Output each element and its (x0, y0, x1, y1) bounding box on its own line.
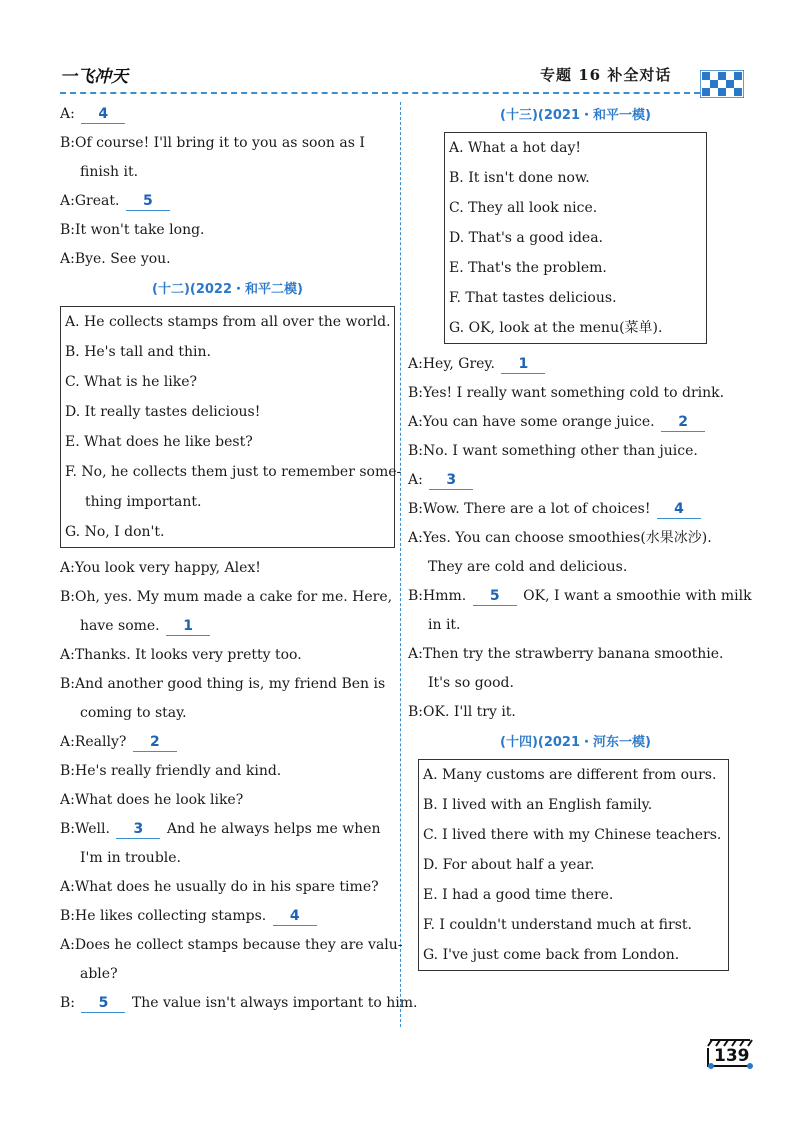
right-column (408, 100, 752, 977)
dialogue-line (60, 931, 403, 960)
line-text: You look very happy, Alex! (74, 560, 261, 576)
option-item: C. They all look nice. (449, 200, 598, 216)
speaker-label: A: (408, 414, 423, 430)
line-text: Hmm. (423, 588, 467, 604)
dialogue-line (60, 902, 395, 931)
dialogue-line (408, 495, 743, 524)
dialogue-continuation (60, 100, 395, 274)
line-text-after: OK, I want a smoothie with milk (523, 588, 752, 604)
line-text: It's so good. (428, 675, 514, 691)
answer-blank: 1 (501, 355, 545, 374)
line-text: It won't take long. (75, 222, 205, 238)
answer-blank: 3 (116, 820, 160, 839)
dialogue-line (60, 245, 395, 274)
dialogue-line (60, 844, 395, 873)
line-text: able? (80, 966, 118, 982)
dialogue-line (60, 989, 418, 1018)
answer-blank: 4 (273, 907, 317, 926)
dialogue-12 (60, 554, 418, 1018)
answer-blank: 3 (429, 471, 473, 490)
option-item: C. What is he like? (65, 374, 198, 390)
line-text: have some. (80, 618, 160, 634)
dialogue-line (60, 757, 395, 786)
dialogue-line (408, 466, 743, 495)
speaker-label: A: (60, 792, 75, 808)
speaker-label: B: (408, 501, 424, 517)
dialogue-line (408, 524, 743, 553)
line-text: He likes collecting stamps. (75, 908, 267, 924)
option-item: D. That's a good idea. (449, 230, 603, 246)
line-text: Really? (74, 734, 127, 750)
options-box-14 (418, 759, 729, 971)
speaker-label: B: (408, 385, 424, 401)
answer-blank: 5 (473, 587, 517, 606)
line-text-after: The value isn't always important to him. (131, 995, 418, 1011)
answer-blank: 1 (166, 617, 210, 636)
option-item: B. He's tall and thin. (65, 344, 211, 360)
speaker-label: A: (60, 734, 75, 750)
line-text: And another good thing is, my friend Ben is (75, 676, 386, 692)
line-text: Oh, yes. My mum made a cake for me. Here, (75, 589, 393, 605)
option-item: thing important. (85, 494, 202, 510)
option-item: A. Many customs are different from ours. (423, 767, 717, 783)
option-item: C. I lived there with my Chinese teachers. (423, 827, 722, 843)
option-item: F. I couldn't understand much at first. (423, 917, 692, 933)
answer-blank: 5 (126, 192, 170, 211)
speaker-label: B: (60, 676, 76, 692)
dialogue-line (60, 612, 395, 641)
topic-title: 专题 16 补全对话 (540, 66, 672, 84)
speaker-label: A: (60, 560, 75, 576)
dialogue-line (60, 100, 395, 129)
speaker-label: A: (408, 472, 423, 488)
option-item: E. What does he like best? (65, 434, 253, 450)
dialogue-line (408, 640, 743, 669)
option-item: G. No, I don't. (65, 524, 165, 540)
line-text: Well. (75, 821, 110, 837)
dialogue-line (408, 408, 743, 437)
speaker-label: A: (60, 106, 75, 122)
speaker-label: B: (60, 821, 76, 837)
line-text: They are cold and delicious. (428, 559, 628, 575)
dialogue-line (60, 583, 395, 612)
option-item: A. He collects stamps from all over the world. (65, 314, 391, 330)
line-text: No. I want something other than juice. (423, 443, 698, 459)
line-text: Does he collect stamps because they are valu- (74, 937, 403, 953)
answer-blank: 4 (657, 500, 701, 519)
option-item: E. I had a good time there. (423, 887, 614, 903)
dialogue-line (408, 553, 743, 582)
speaker-label: B: (60, 995, 76, 1011)
dialogue-line (60, 187, 395, 216)
option-item: F. No, he collects them just to remember some- (65, 464, 402, 480)
line-text: Of course! I'll bring it to you as soon as I (75, 135, 365, 151)
page-header (0, 0, 800, 100)
dialogue-line (60, 699, 395, 728)
dialogue-line (60, 960, 395, 989)
dialogue-line (408, 611, 743, 640)
answer-blank: 4 (81, 105, 125, 124)
line-text: You can have some orange juice. (422, 414, 655, 430)
line-text: Yes. You can choose smoothies(水果冰沙). (422, 530, 712, 546)
speaker-label: B: (408, 443, 424, 459)
options-box-12 (60, 306, 402, 548)
left-column (60, 100, 418, 1018)
line-text: Yes! I really want something cold to drink. (423, 385, 725, 401)
speaker-label: B: (60, 908, 76, 924)
line-text: Then try the strawberry banana smoothie. (422, 646, 724, 662)
speaker-label: B: (60, 763, 76, 779)
option-item: G. I've just come back from London. (423, 947, 680, 963)
dialogue-line (408, 350, 743, 379)
dialogue-line (60, 786, 395, 815)
dialogue-13 (408, 350, 752, 727)
page-number-badge (706, 1036, 754, 1070)
option-item: A. What a hot day! (449, 140, 582, 156)
answer-blank: 2 (133, 733, 177, 752)
option-item: D. For about half a year. (423, 857, 595, 873)
line-text: Hey, Grey. (422, 356, 495, 372)
answer-blank: 5 (81, 994, 125, 1013)
option-item: B. I lived with an English family. (423, 797, 653, 813)
line-text: I'm in trouble. (80, 850, 181, 866)
speaker-label: A: (60, 879, 75, 895)
header-rule (60, 92, 700, 94)
answer-blank: 2 (661, 413, 705, 432)
line-text-after: And he always helps me when (166, 821, 381, 837)
speaker-label: A: (408, 646, 423, 662)
option-item: G. OK, look at the menu(菜单). (449, 320, 663, 336)
line-text: Wow. There are a lot of choices! (423, 501, 651, 517)
speaker-label: A: (60, 251, 75, 267)
line-text: coming to stay. (80, 705, 187, 721)
dialogue-line (60, 873, 395, 902)
dialogue-line (60, 641, 395, 670)
dialogue-line (60, 554, 395, 583)
line-text: in it. (428, 617, 461, 633)
line-text: He's really friendly and kind. (75, 763, 282, 779)
speaker-label: B: (60, 589, 76, 605)
dialogue-line (60, 670, 395, 699)
option-item: B. It isn't done now. (449, 170, 590, 186)
speaker-label: B: (60, 135, 76, 151)
option-item: E. That's the problem. (449, 260, 607, 276)
speaker-label: A: (408, 356, 423, 372)
section-13-title: (十三)(2021・和平一模) (500, 108, 651, 123)
dialogue-line (408, 669, 743, 698)
speaker-label: A: (408, 530, 423, 546)
dialogue-line (60, 815, 395, 844)
section-14-title: (十四)(2021・河东一模) (500, 735, 651, 750)
dialogue-line (408, 437, 743, 466)
dialogue-line (60, 129, 395, 158)
option-item: D. It really tastes delicious! (65, 404, 261, 420)
dialogue-line (408, 582, 752, 611)
dialogue-line (408, 698, 743, 727)
speaker-label: A: (60, 193, 75, 209)
options-box-13 (444, 132, 707, 344)
dialogue-line (408, 379, 743, 408)
speaker-label: A: (60, 937, 75, 953)
line-text: OK. I'll try it. (423, 704, 516, 720)
dialogue-line (60, 728, 395, 757)
line-text: Great. (74, 193, 120, 209)
line-text: Thanks. It looks very pretty too. (74, 647, 302, 663)
speaker-label: B: (408, 588, 424, 604)
dialogue-line (60, 158, 395, 187)
line-text: What does he usually do in his spare time? (74, 879, 379, 895)
speaker-label: A: (60, 647, 75, 663)
line-text: finish it. (80, 164, 139, 180)
option-item: F. That tastes delicious. (449, 290, 617, 306)
page-number: 139 (714, 1046, 750, 1066)
line-text: What does he look like? (74, 792, 244, 808)
line-text: Bye. See you. (74, 251, 171, 267)
brand-logo: 一飞冲天 (60, 67, 128, 87)
speaker-label: B: (408, 704, 424, 720)
dialogue-line (60, 216, 395, 245)
checker-decoration-icon (700, 70, 744, 98)
section-12-title: (十二)(2022・和平二模) (152, 282, 303, 297)
column-divider (400, 102, 401, 1027)
speaker-label: B: (60, 222, 76, 238)
